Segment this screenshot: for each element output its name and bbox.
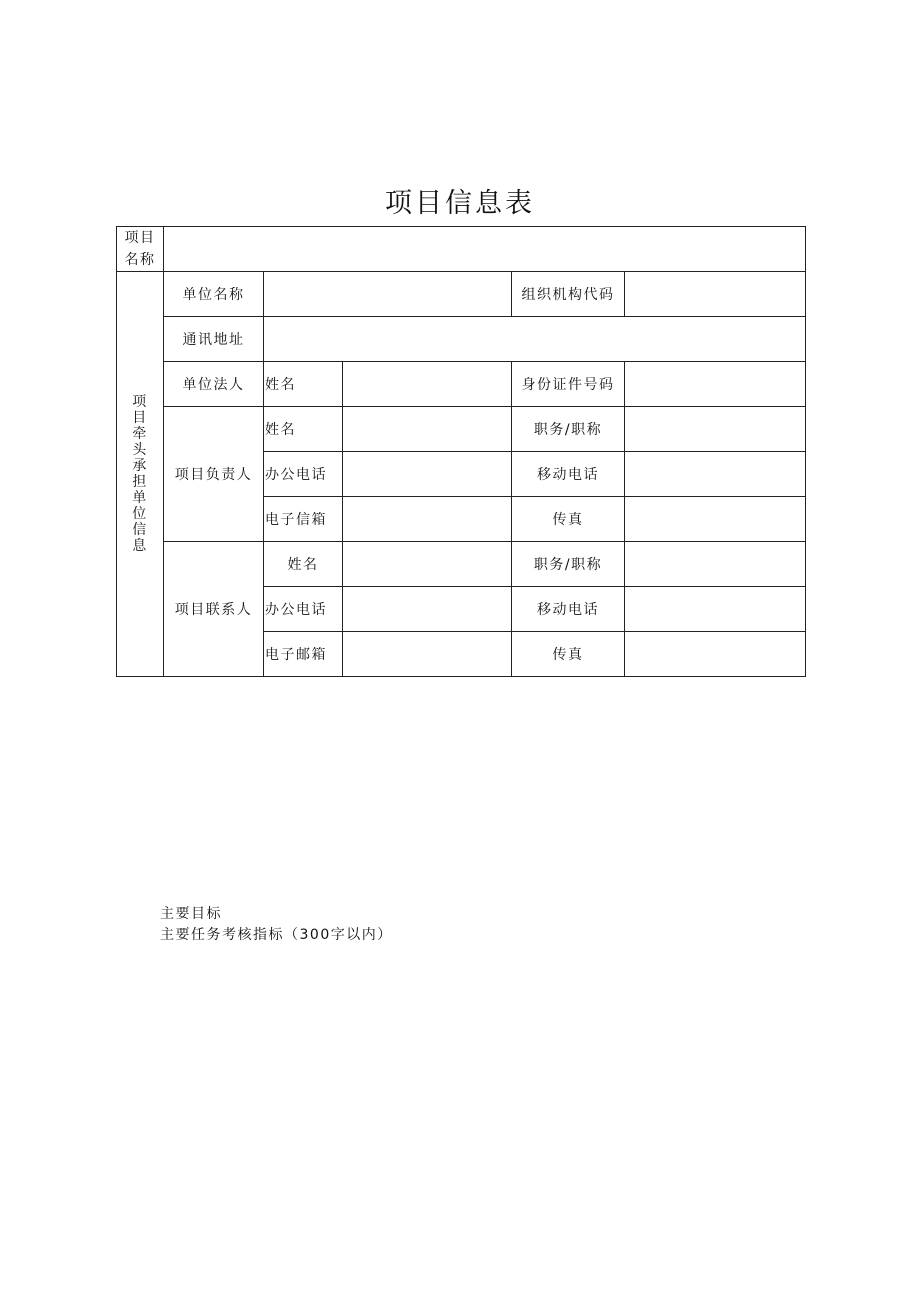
leader-fax-field[interactable] <box>625 497 806 542</box>
contact-office-phone-label: 办公电话 <box>264 587 343 632</box>
table-row <box>117 542 806 587</box>
legal-person-label: 单位法人 <box>164 362 264 407</box>
contact-title-label: 职务/职称 <box>512 542 625 587</box>
address-field[interactable] <box>264 317 806 362</box>
contact-name-label: 姓名 <box>264 542 343 587</box>
legal-name-field[interactable] <box>343 362 512 407</box>
org-code-field[interactable] <box>625 272 806 317</box>
contact-office-phone-field[interactable] <box>343 587 512 632</box>
table-row <box>117 362 806 407</box>
project-leader-label: 项目负责人 <box>164 407 264 542</box>
leader-mobile-field[interactable] <box>625 452 806 497</box>
notes-section <box>160 904 393 946</box>
leader-mobile-label: 移动电话 <box>512 452 625 497</box>
contact-title-field[interactable] <box>625 542 806 587</box>
id-number-label: 身份证件号码 <box>512 362 625 407</box>
leader-title-field[interactable] <box>625 407 806 452</box>
contact-fax-field[interactable] <box>625 632 806 677</box>
unit-name-field[interactable] <box>264 272 512 317</box>
leader-office-phone-field[interactable] <box>343 452 512 497</box>
table-row <box>117 317 806 362</box>
legal-name-label: 姓名 <box>264 362 343 407</box>
table-row <box>117 227 806 272</box>
table-row <box>117 407 806 452</box>
contact-fax-label: 传真 <box>512 632 625 677</box>
table-row <box>117 272 806 317</box>
lead-unit-info-label: 项 目 牵 头 承 担 单 位 信 息 <box>117 272 164 677</box>
leader-email-label: 电子信箱 <box>264 497 343 542</box>
contact-mobile-field[interactable] <box>625 587 806 632</box>
id-number-field[interactable] <box>625 362 806 407</box>
page-title: 项目信息表 <box>385 188 535 219</box>
contact-email-field[interactable] <box>343 632 512 677</box>
project-contact-label: 项目联系人 <box>164 542 264 677</box>
project-info-table <box>116 226 806 677</box>
project-name-field[interactable] <box>164 227 806 272</box>
main-task-text: 主要任务考核指标（300字以内） <box>160 927 393 943</box>
org-code-label: 组织机构代码 <box>512 272 625 317</box>
leader-name-label: 姓名 <box>264 407 343 452</box>
leader-title-label: 职务/职称 <box>512 407 625 452</box>
leader-office-phone-label: 办公电话 <box>264 452 343 497</box>
address-label: 通讯地址 <box>164 317 264 362</box>
contact-name-field[interactable] <box>343 542 512 587</box>
contact-mobile-label: 移动电话 <box>512 587 625 632</box>
leader-email-field[interactable] <box>343 497 512 542</box>
leader-name-field[interactable] <box>343 407 512 452</box>
leader-fax-label: 传真 <box>512 497 625 542</box>
unit-name-label: 单位名称 <box>164 272 264 317</box>
main-goal-text: 主要目标 <box>160 906 222 922</box>
contact-email-label: 电子邮箱 <box>264 632 343 677</box>
project-name-label: 项目 名称 <box>117 227 164 272</box>
